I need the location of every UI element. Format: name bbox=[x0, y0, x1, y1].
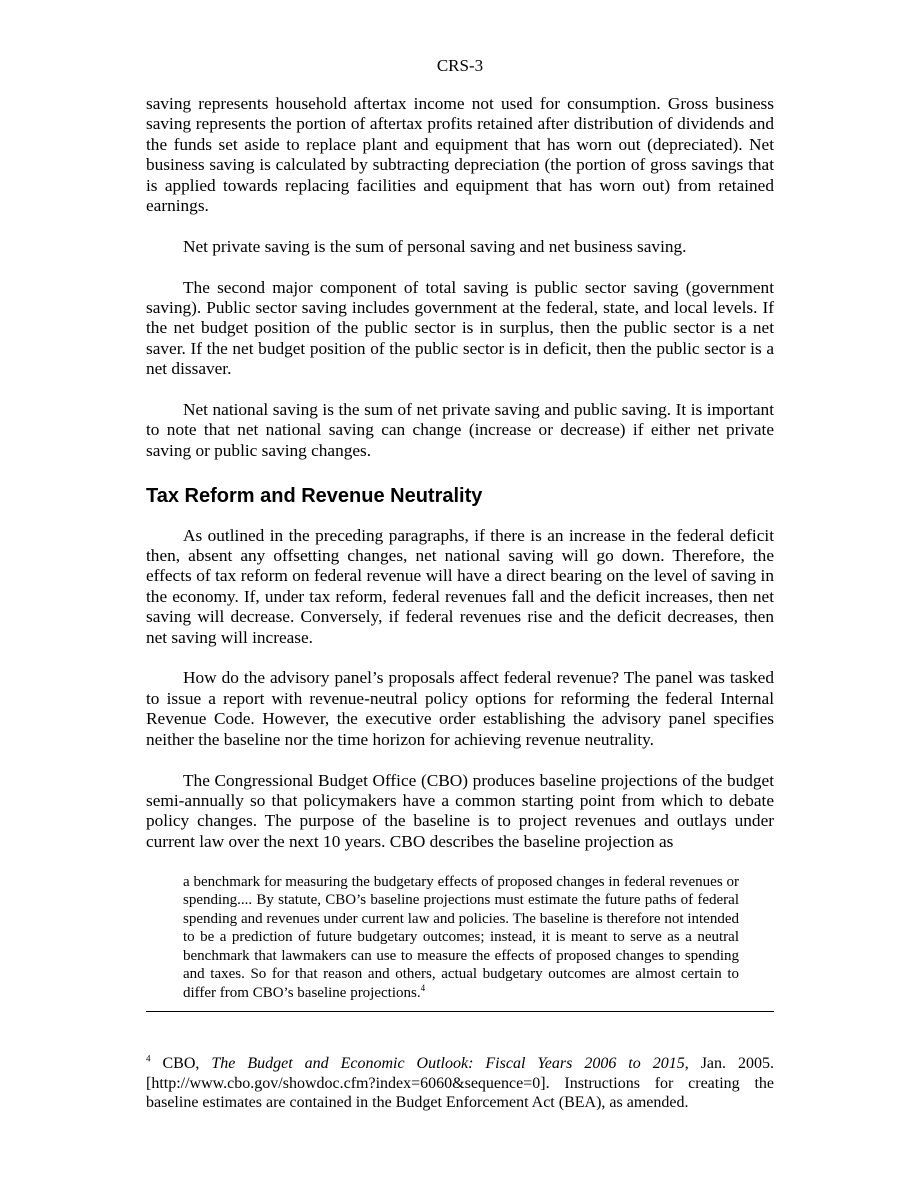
paragraph-continued: saving represents household aftertax income not used for consumption. Gross business saving represents the portion of aftertax profits retained after distribution of dividends and the funds set aside to replace plant and equipment that has worn out (depreciated). Net business saving is calculated by subtracting depreciation (the portion of gross savings that is applied towards replacing facilities and equipment that has worn out) from retained earnings. bbox=[146, 94, 774, 216]
page-number-header: CRS-3 bbox=[436, 56, 484, 75]
footnote-lead: CBO, bbox=[150, 1055, 212, 1072]
paragraph-cbo-baseline: The Congressional Budget Office (CBO) produces baseline projections of the budget semi-annually so that policymakers have a common starting point from which to debate policy changes. The purpose of the baseline is to project revenues and outlays under current law over the next 10 years. CBO describes the baseline projection as bbox=[146, 770, 774, 851]
paragraph-public-saving: The second major component of total saving is public sector saving (government saving). Public sector saving includes government at the federal, state, and local levels. If the net budget position of the public sector is in surplus, then the public sector is a net saver. If the net budget position of the public sector is in deficit, then the public sector is a net dissaver. bbox=[146, 277, 774, 379]
footnote-text: , Jan. 2005. [http://www.cbo.gov/showdoc.cfm?index=6060&sequence=0]. Instructions for creating the baseline estimates are contained in the Budget Enforcement Act (BEA), as amended. bbox=[146, 1055, 775, 1111]
paragraph-net-private-saving: Net private saving is the sum of personal saving and net business saving. bbox=[183, 236, 687, 256]
paragraph-net-national-saving: Net national saving is the sum of net private saving and public saving. It is important to note that net national saving can change (increase or decrease) if either net private saving or public saving changes. bbox=[146, 400, 774, 460]
section-heading: Tax Reform and Revenue Neutrality bbox=[146, 484, 483, 507]
cbo-quote-text: a benchmark for measuring the budgetary effects of proposed changes in federal revenues or spending.... By statute, CBO’s baseline projections must estimate the future paths of federal spending and revenues under current law and policies. The baseline is therefore not intended to be a prediction of future budgetary outcomes; instead, it is meant to serve as a neutral benchmark that lawmakers can use to measure the effects of proposed changes to spending and taxes. So for that reason and others, actual budgetary outcomes are almost certain to differ from CBO’s baseline projections. bbox=[183, 873, 739, 1002]
footnote-marker: 4 bbox=[146, 1053, 151, 1064]
footnote-title: The Budget and Economic Outlook: Fiscal Years 2006 to 2015 bbox=[211, 1055, 685, 1072]
paragraph-deficit-effects: As outlined in the preceding paragraphs, if there is an increase in the federal deficit then, absent any offsetting changes, net national saving will go down. Therefore, the effects of tax reform on federal revenue will have a direct bearing on the level of saving in the economy. If, under tax reform, federal revenues fall and the deficit increases, then net saving will decrease. Conversely, if federal revenues rise and the deficit decreases, then net saving will increase. bbox=[146, 525, 774, 647]
footnote-reference: 4 bbox=[420, 983, 426, 994]
footnote-divider bbox=[146, 1011, 774, 1012]
paragraph-advisory-panel: How do the advisory panel’s proposals affect federal revenue? The panel was tasked to issue a report with revenue-neutral policy options for reforming the federal Internal Revenue Code. However, the executive order establishing the advisory panel specifies neither the baseline nor the time horizon for achieving revenue neutrality. bbox=[146, 668, 774, 749]
cbo-quote bbox=[183, 873, 739, 1003]
footnote bbox=[146, 1054, 774, 1113]
main-text bbox=[146, 94, 774, 1015]
